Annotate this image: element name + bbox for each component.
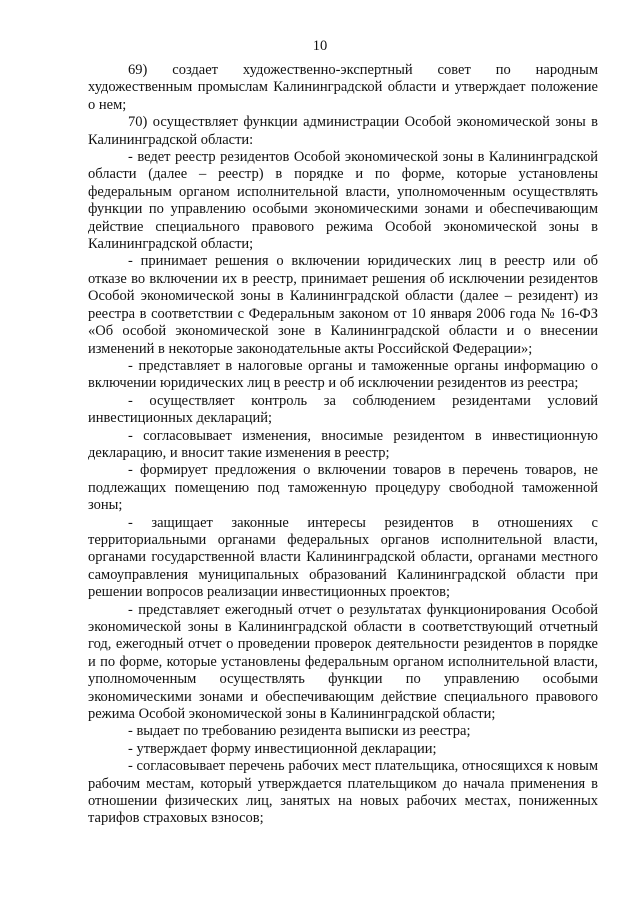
paragraph-decisions: - принимает решения о включении юридических лиц в реестр или об отказе во включении их в реестр, принимает решения об исключении резидентов Особой экономической зоны в Калининградской области (далее – резидент) из реестра в соответствии с Федеральным законом от 10 января 2006 года № 16-ФЗ «Об особой экономической зоне в Калининградской области и о внесении изменений в некоторые законодательные акты Российской Федерации»;: [88, 253, 598, 357]
paragraph-goods-list: - формирует предложения о включении товаров в перечень товаров, не подлежащих помещению под таможенную процедуру свободной таможенной зоны;: [88, 462, 598, 514]
paragraph-tax-info: - представляет в налоговые органы и таможенные органы информацию о включении юридических лиц в реестр и об исключении резидентов из реестра;: [88, 357, 598, 392]
page-number: 10: [312, 38, 328, 54]
paragraph-workplaces: - согласовывает перечень рабочих мест плательщика, относящихся к новым рабочим местам, который утверждается плательщиком до начала применения в отношении физических лиц, занятых на новых рабочих местах, пониженных тарифов страховых взносов;: [88, 758, 598, 827]
paragraph-interests: - защищает законные интересы резидентов в отношениях с территориальными органами федеральных органов исполнительной власти, органами государственной власти Калининградской области, органами местного самоуправления муниципальных образований Калининградской области при решении вопросов реализации инвестиционных проектов;: [88, 514, 598, 601]
paragraph-item-70: 70) осуществляет функции администрации Особой экономической зоны в Калининградской области:: [88, 114, 598, 148]
paragraph-annual-report: - представляет ежегодный отчет о результатах функционирования Особой экономической зоны в Калининградской области в соответствующий отчетный год, ежегодный отчет о проведении проверок деятельности резидентов в порядке и по форме, которые установлены федеральным органом исполнительной власти, уполномоченным осуществлять функции по управлению особыми экономическими зонами и обеспечивающим действие специального правового режима Особой экономической зоны в Калининградской области;: [88, 601, 598, 723]
paragraph-control: - осуществляет контроль за соблюдением резидентами условий инвестиционных деклараций;: [88, 392, 598, 427]
paragraph-item-69: 69) создает художественно-экспертный совет по народным художественным промыслам Калининградской области и утверждает положение о нем;: [88, 62, 598, 113]
paragraph-declaration-changes: - согласовывает изменения, вносимые резидентом в инвестиционную декларацию, и вносит такие изменения в реестр;: [88, 427, 598, 461]
paragraph-registry: - ведет реестр резидентов Особой экономической зоны в Калининградской области (далее – реестр) в порядке и по форме, которые установлены федеральным органом исполнительной власти, уполномоченным осуществлять функции по управлению особыми экономическими зонами и обеспечивающим действие специального правового режима Особой экономической зоны в Калининградской области;: [88, 149, 598, 253]
paragraph-declaration-form: - утверждает форму инвестиционной декларации;: [128, 740, 437, 757]
document-body: [88, 62, 598, 828]
paragraph-extracts: - выдает по требованию резидента выписки из реестра;: [128, 723, 471, 740]
